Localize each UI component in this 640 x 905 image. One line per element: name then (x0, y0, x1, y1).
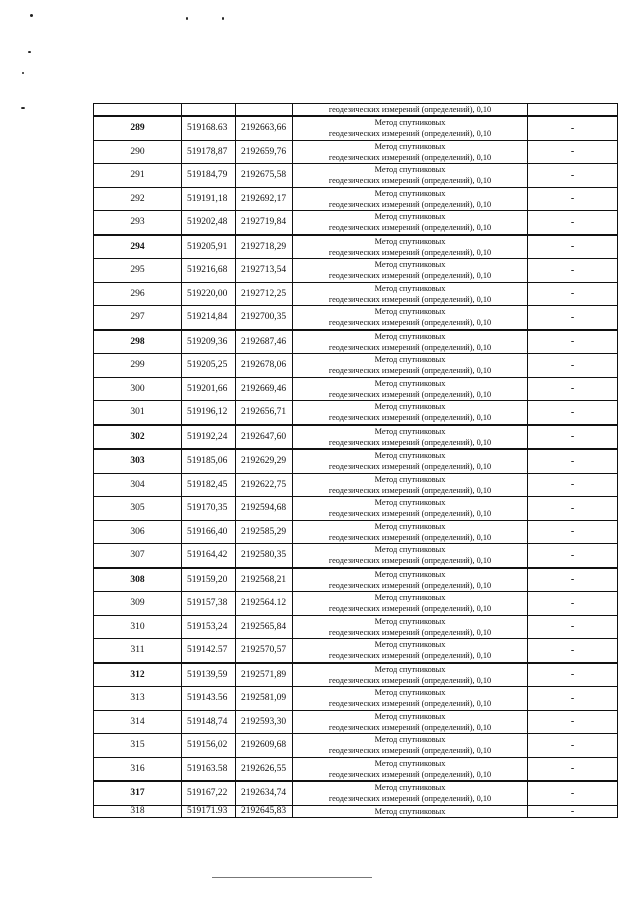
method-line2: геодезических измерений (определений), 0,10 (328, 318, 492, 328)
method-line2: геодезических измерений (определений), 0,10 (328, 769, 492, 779)
mark-cell: - (528, 211, 618, 235)
table-row-continuation (94, 104, 618, 117)
mark-cell: - (528, 401, 618, 425)
table-row (94, 425, 618, 450)
method-line2: геодезических измерений (определений), 0,10 (328, 413, 492, 423)
x-coordinate-cell: 519178,87 (182, 140, 236, 164)
method-line2: геодезических измерений (определений), 0,10 (328, 675, 492, 685)
mark-cell: - (528, 282, 618, 306)
table-row (94, 544, 618, 568)
x-coordinate-cell: 519166,40 (182, 520, 236, 544)
mark-cell: - (528, 710, 618, 734)
table-row (94, 187, 618, 211)
point-number-cell: 317 (94, 781, 182, 805)
y-coordinate-cell: 2192719,84 (236, 211, 293, 235)
x-coordinate-cell: 519182,45 (182, 473, 236, 497)
method-line1: Метод спутниковых (374, 735, 446, 745)
point-number-cell: 296 (94, 282, 182, 306)
y-coordinate-cell: 2192585,29 (236, 520, 293, 544)
method-line2: геодезических измерений (определений), 0,10 (328, 462, 492, 472)
method-line1: Метод спутниковых (374, 355, 446, 365)
point-number-cell: 297 (94, 306, 182, 330)
table-row (94, 473, 618, 497)
method-line1: Метод спутниковых (374, 260, 446, 270)
method-cell (293, 615, 528, 639)
method-line2: геодезических измерений (определений), 0,10 (328, 532, 492, 542)
table-row (94, 734, 618, 758)
point-number-cell: 312 (94, 663, 182, 687)
y-coordinate-cell: 2192580,35 (236, 544, 293, 568)
x-coordinate-cell: 519191,18 (182, 187, 236, 211)
mark-cell: - (528, 164, 618, 188)
x-coordinate-cell (182, 104, 236, 117)
method-cell (293, 473, 528, 497)
y-coordinate-cell: 2192570,57 (236, 639, 293, 663)
method-cell (293, 306, 528, 330)
x-coordinate-cell: 519185,06 (182, 449, 236, 473)
method-line1: Метод спутниковых (374, 545, 446, 555)
mark-cell: - (528, 235, 618, 259)
x-coordinate-cell: 519214,84 (182, 306, 236, 330)
method-cell (293, 687, 528, 711)
bottom-rule (212, 877, 372, 878)
method-cell (293, 734, 528, 758)
mark-cell: - (528, 187, 618, 211)
method-line1: Метод спутниковых (374, 806, 446, 816)
scan-speck (28, 51, 31, 53)
point-number-cell: 291 (94, 164, 182, 188)
x-coordinate-cell: 519142.57 (182, 639, 236, 663)
point-number-cell: 313 (94, 687, 182, 711)
method-line2: геодезических измерений (определений), 0,10 (328, 223, 492, 233)
mark-cell: - (528, 377, 618, 401)
method-cell (293, 377, 528, 401)
table-row (94, 781, 618, 805)
method-line2: геодезических измерений (определений), 0,10 (328, 152, 492, 162)
point-number-cell: 290 (94, 140, 182, 164)
x-coordinate-cell: 519170,35 (182, 497, 236, 521)
y-coordinate-cell: 2192565,84 (236, 615, 293, 639)
y-coordinate-cell: 2192581,09 (236, 687, 293, 711)
y-coordinate-cell: 2192656,71 (236, 401, 293, 425)
method-line2: геодезических измерений (определений), 0,10 (328, 389, 492, 399)
mark-cell: - (528, 639, 618, 663)
method-line1: Метод спутниковых (374, 212, 446, 222)
table-row (94, 282, 618, 306)
mark-cell: - (528, 330, 618, 354)
method-line2: геодезических измерений (определений), 0,10 (328, 627, 492, 637)
point-number-cell: 301 (94, 401, 182, 425)
mark-cell: - (528, 425, 618, 450)
method-cell (293, 592, 528, 616)
method-line2: геодезических измерений (определений), 0,10 (328, 437, 492, 447)
method-line2: геодезических измерений (определений), 0,10 (328, 485, 492, 495)
table-row (94, 615, 618, 639)
method-cell (293, 449, 528, 473)
mark-cell: - (528, 306, 618, 330)
method-line2: геодезических измерений (определений), 0,10 (328, 129, 492, 139)
method-cell (293, 425, 528, 450)
point-number-cell: 315 (94, 734, 182, 758)
x-coordinate-cell: 519209,36 (182, 330, 236, 354)
x-coordinate-cell: 519220,00 (182, 282, 236, 306)
scan-speck (21, 107, 25, 109)
y-coordinate-cell: 2192678,06 (236, 354, 293, 378)
method-cell (293, 140, 528, 164)
x-coordinate-cell: 519163.58 (182, 757, 236, 781)
scan-speck (222, 17, 224, 20)
table-row (94, 306, 618, 330)
method-line1: Метод спутниковых (374, 451, 446, 461)
method-line1: Метод спутниковых (374, 498, 446, 508)
point-number-cell: 314 (94, 710, 182, 734)
point-number-cell: 306 (94, 520, 182, 544)
table-row (94, 520, 618, 544)
y-coordinate-cell: 2192647,60 (236, 425, 293, 450)
method-cell (293, 520, 528, 544)
x-coordinate-cell: 519164,42 (182, 544, 236, 568)
y-coordinate-cell: 2192713,54 (236, 259, 293, 283)
table-row (94, 235, 618, 259)
method-cell (293, 354, 528, 378)
x-coordinate-cell: 519205,91 (182, 235, 236, 259)
table-row (94, 449, 618, 473)
y-coordinate-cell: 2192700,35 (236, 306, 293, 330)
point-number-cell: 310 (94, 615, 182, 639)
table-row (94, 330, 618, 354)
mark-cell: - (528, 781, 618, 805)
method-cell (293, 781, 528, 805)
mark-cell: - (528, 473, 618, 497)
table-row (94, 164, 618, 188)
point-number-cell: 293 (94, 211, 182, 235)
mark-cell: - (528, 520, 618, 544)
method-cell (293, 639, 528, 663)
method-cell (293, 805, 528, 817)
point-number-cell: 307 (94, 544, 182, 568)
x-coordinate-cell: 519192,24 (182, 425, 236, 450)
scan-speck (22, 72, 24, 74)
method-line1: Метод спутниковых (374, 664, 446, 674)
point-number-cell: 303 (94, 449, 182, 473)
mark-cell: - (528, 544, 618, 568)
x-coordinate-cell: 519156,02 (182, 734, 236, 758)
mark-cell: - (528, 805, 618, 817)
scan-speck (30, 14, 33, 17)
method-line1: Метод спутниковых (374, 521, 446, 531)
method-line1: Метод спутниковых (374, 711, 446, 721)
method-cell (293, 211, 528, 235)
y-coordinate-cell: 2192692,17 (236, 187, 293, 211)
point-number-cell: 289 (94, 116, 182, 140)
y-coordinate-cell: 2192626,55 (236, 757, 293, 781)
method-line2: геодезических измерений (определений), 0,10 (328, 794, 492, 804)
method-line2: геодезических измерений (определений), 0,10 (328, 271, 492, 281)
method-cell (293, 710, 528, 734)
mark-cell: - (528, 734, 618, 758)
table-row (94, 116, 618, 140)
y-coordinate-cell: 2192609,68 (236, 734, 293, 758)
y-coordinate-cell: 2192645,83 (236, 805, 293, 817)
method-cell (293, 116, 528, 140)
y-coordinate-cell: 2192568,21 (236, 568, 293, 592)
method-line2: геодезических измерений (определений), 0,10 (328, 722, 492, 732)
method-line2: геодезических измерений (определений), 0,10 (328, 247, 492, 257)
table-body (94, 104, 618, 818)
point-number-cell: 304 (94, 473, 182, 497)
method-line1: Метод спутниковых (374, 165, 446, 175)
table-row (94, 401, 618, 425)
y-coordinate-cell: 2192718,29 (236, 235, 293, 259)
x-coordinate-cell: 519184,79 (182, 164, 236, 188)
x-coordinate-cell: 519171.93 (182, 805, 236, 817)
method-line1: Метод спутниковых (374, 378, 446, 388)
point-number-cell: 294 (94, 235, 182, 259)
point-number-cell: 305 (94, 497, 182, 521)
method-cell (293, 497, 528, 521)
method-line2: геодезических измерений (определений), 0,10 (328, 509, 492, 519)
mark-cell: - (528, 140, 618, 164)
table-row (94, 259, 618, 283)
method-line2: геодезических измерений (определений), 0,10 (328, 604, 492, 614)
mark-cell: - (528, 449, 618, 473)
table-row (94, 710, 618, 734)
x-coordinate-cell: 519202,48 (182, 211, 236, 235)
method-line2: геодезических измерений (определений), 0,10 (328, 342, 492, 352)
method-line2: геодезических измерений (определений), 0,10 (328, 176, 492, 186)
point-number-cell: 311 (94, 639, 182, 663)
point-number-cell: 308 (94, 568, 182, 592)
x-coordinate-cell: 519159,20 (182, 568, 236, 592)
y-coordinate-cell: 2192712,25 (236, 282, 293, 306)
method-line1: Метод спутниковых (374, 331, 446, 341)
method-line1: Метод спутниковых (374, 402, 446, 412)
method-line2: геодезических измерений (определений), 0,10 (328, 366, 492, 376)
method-line1: Метод спутниковых (374, 118, 446, 128)
method-line1: Метод спутниковых (374, 616, 446, 626)
method-line1: Метод спутниковых (374, 640, 446, 650)
point-number-cell (94, 104, 182, 117)
method-cell (293, 544, 528, 568)
method-line1: Метод спутниковых (374, 688, 446, 698)
y-coordinate-cell: 2192594,68 (236, 497, 293, 521)
method-line2: геодезических измерений (определений), 0,10 (328, 651, 492, 661)
point-number-cell: 292 (94, 187, 182, 211)
point-number-cell: 295 (94, 259, 182, 283)
coordinates-table (93, 103, 618, 818)
table-row (94, 805, 618, 817)
y-coordinate-cell: 2192669,46 (236, 377, 293, 401)
mark-cell: - (528, 116, 618, 140)
method-line2: геодезических измерений (определений), 0,10 (328, 580, 492, 590)
x-coordinate-cell: 519139,59 (182, 663, 236, 687)
mark-cell: - (528, 259, 618, 283)
method-line1: Метод спутниковых (374, 236, 446, 246)
method-line2: геодезических измерений (определений), 0,10 (328, 746, 492, 756)
method-line1: Метод спутниковых (374, 426, 446, 436)
x-coordinate-cell: 519201,66 (182, 377, 236, 401)
mark-cell: - (528, 757, 618, 781)
x-coordinate-cell: 519168.63 (182, 116, 236, 140)
method-cell (293, 401, 528, 425)
method-line1: Метод спутниковых (374, 758, 446, 768)
point-number-cell: 309 (94, 592, 182, 616)
mark-cell: - (528, 568, 618, 592)
x-coordinate-cell: 519157,38 (182, 592, 236, 616)
mark-cell: - (528, 687, 618, 711)
y-coordinate-cell: 2192564.12 (236, 592, 293, 616)
method-line1: Метод спутниковых (374, 141, 446, 151)
method-cell (293, 259, 528, 283)
mark-cell: - (528, 497, 618, 521)
point-number-cell: 316 (94, 757, 182, 781)
method-line2: геодезических измерений (определений), 0,10 (328, 556, 492, 566)
point-number-cell: 298 (94, 330, 182, 354)
x-coordinate-cell: 519196,12 (182, 401, 236, 425)
y-coordinate-cell: 2192659,76 (236, 140, 293, 164)
table-row (94, 663, 618, 687)
method-line2: геодезических измерений (определений), 0,10 (328, 699, 492, 709)
method-cell (293, 282, 528, 306)
table-row (94, 211, 618, 235)
table-row (94, 757, 618, 781)
method-line1: Метод спутниковых (374, 783, 446, 793)
method-line1: Метод спутниковых (374, 569, 446, 579)
method-cell (293, 330, 528, 354)
x-coordinate-cell: 519153,24 (182, 615, 236, 639)
y-coordinate-cell: 2192663,66 (236, 116, 293, 140)
table-row (94, 639, 618, 663)
mark-cell (528, 104, 618, 117)
y-coordinate-cell: 2192675,58 (236, 164, 293, 188)
table-row (94, 568, 618, 592)
x-coordinate-cell: 519167,22 (182, 781, 236, 805)
point-number-cell: 302 (94, 425, 182, 450)
table-row (94, 687, 618, 711)
method-cell (293, 235, 528, 259)
method-line1: Метод спутниковых (374, 593, 446, 603)
method-line2: геодезических измерений (определений), 0,10 (328, 105, 492, 114)
y-coordinate-cell: 2192593,30 (236, 710, 293, 734)
method-line1: Метод спутниковых (374, 474, 446, 484)
x-coordinate-cell: 519216,68 (182, 259, 236, 283)
table-row (94, 377, 618, 401)
y-coordinate-cell: 2192629,29 (236, 449, 293, 473)
method-cell (293, 187, 528, 211)
table-row (94, 497, 618, 521)
y-coordinate-cell (236, 104, 293, 117)
method-cell (293, 164, 528, 188)
method-cell (293, 104, 528, 117)
scan-speck (186, 17, 188, 20)
mark-cell: - (528, 354, 618, 378)
point-number-cell: 300 (94, 377, 182, 401)
point-number-cell: 299 (94, 354, 182, 378)
method-cell (293, 568, 528, 592)
mark-cell: - (528, 592, 618, 616)
method-cell (293, 757, 528, 781)
mark-cell: - (528, 615, 618, 639)
point-number-cell: 318 (94, 805, 182, 817)
x-coordinate-cell: 519205,25 (182, 354, 236, 378)
table-row (94, 140, 618, 164)
method-line1: Метод спутниковых (374, 283, 446, 293)
y-coordinate-cell: 2192622,75 (236, 473, 293, 497)
table-row (94, 354, 618, 378)
y-coordinate-cell: 2192634,74 (236, 781, 293, 805)
x-coordinate-cell: 519148,74 (182, 710, 236, 734)
method-line1: Метод спутниковых (374, 188, 446, 198)
method-line2: геодезических измерений (определений), 0,10 (328, 294, 492, 304)
method-line2: геодезических измерений (определений), 0,10 (328, 199, 492, 209)
y-coordinate-cell: 2192571,89 (236, 663, 293, 687)
table-row (94, 592, 618, 616)
method-cell (293, 663, 528, 687)
x-coordinate-cell: 519143.56 (182, 687, 236, 711)
method-line1: Метод спутниковых (374, 307, 446, 317)
mark-cell: - (528, 663, 618, 687)
y-coordinate-cell: 2192687,46 (236, 330, 293, 354)
